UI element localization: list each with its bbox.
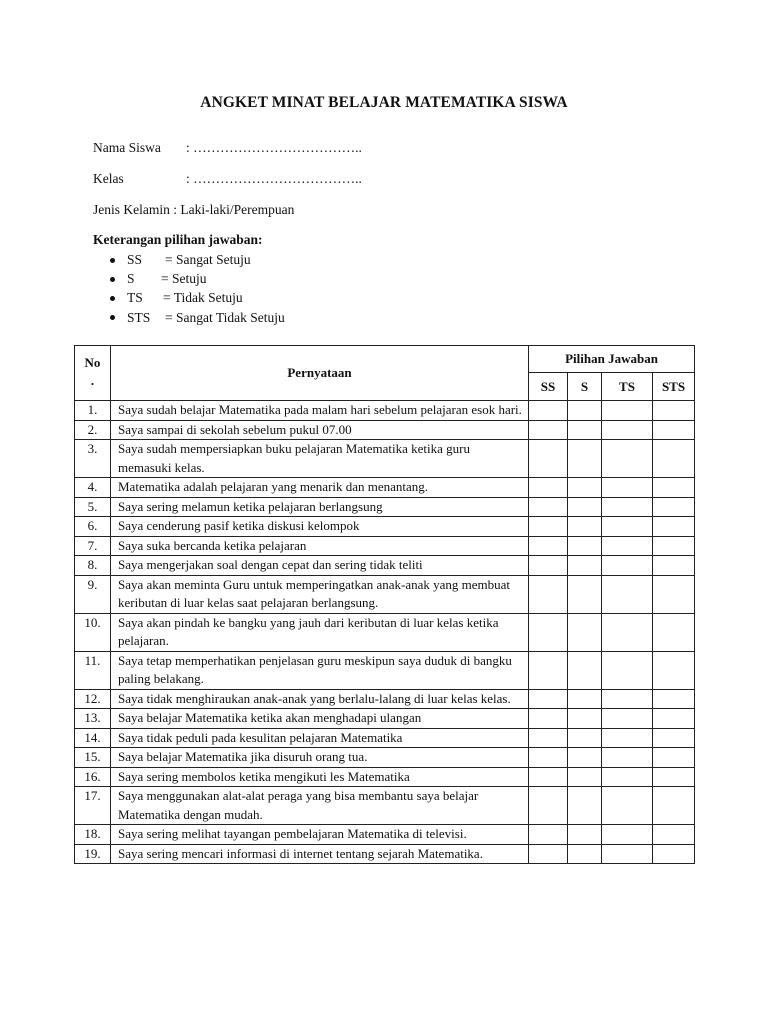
answer-cell-sts[interactable] — [653, 825, 695, 845]
answer-cell-ts[interactable] — [602, 556, 653, 576]
row-number: 13. — [75, 709, 111, 729]
answer-cell-ts[interactable] — [602, 440, 653, 478]
bullet-icon — [110, 277, 115, 282]
row-statement: Saya sering melihat tayangan pembelajaran Matematika di televisi. — [111, 825, 529, 845]
table-row — [75, 825, 695, 845]
legend-meaning: = Sangat Setuju — [165, 252, 251, 267]
answer-cell-sts[interactable] — [653, 613, 695, 651]
legend-meaning: = Setuju — [161, 271, 207, 287]
table-row — [75, 728, 695, 748]
kelas-value[interactable]: : ……………………………….. — [186, 171, 362, 186]
answer-cell-sts[interactable] — [653, 651, 695, 689]
header-no-dot: . — [90, 373, 95, 388]
answer-cell-sts[interactable] — [653, 536, 695, 556]
answer-cell-sts[interactable] — [653, 689, 695, 709]
row-number: 2. — [75, 420, 111, 440]
answer-cell-ss[interactable] — [529, 728, 568, 748]
answer-cell-sts[interactable] — [653, 478, 695, 498]
answer-cell-ss[interactable] — [529, 440, 568, 478]
row-statement: Saya tidak menghiraukan anak-anak yang berlalu-lalang di luar kelas kelas. — [111, 689, 529, 709]
nama-siswa-value[interactable]: : ……………………………….. — [186, 140, 362, 155]
table-row — [75, 767, 695, 787]
header-option-s: S — [568, 373, 602, 401]
answer-cell-ts[interactable] — [602, 575, 653, 613]
row-statement: Saya akan pindah ke bangku yang jauh dari keributan di luar kelas ketika pelajaran. — [111, 613, 529, 651]
table-row — [75, 709, 695, 729]
table-row — [75, 689, 695, 709]
answer-cell-s[interactable] — [568, 517, 602, 537]
answer-cell-ts[interactable] — [602, 787, 653, 825]
table-row — [75, 651, 695, 689]
bullet-icon — [110, 258, 115, 263]
row-statement: Saya belajar Matematika jika disuruh orang tua. — [111, 748, 529, 768]
answer-cell-s[interactable] — [568, 497, 602, 517]
answer-cell-s[interactable] — [568, 478, 602, 498]
answer-cell-s[interactable] — [568, 787, 602, 825]
answer-cell-s[interactable] — [568, 420, 602, 440]
legend-code: STS — [127, 309, 151, 325]
answer-cell-ts[interactable] — [602, 536, 653, 556]
field-jenis-kelamin — [93, 202, 294, 218]
answer-cell-sts[interactable] — [653, 787, 695, 825]
header-statement: Pernyataan — [111, 346, 529, 401]
answer-cell-s[interactable] — [568, 709, 602, 729]
answer-cell-ts[interactable] — [602, 689, 653, 709]
row-number: 3. — [75, 440, 111, 478]
row-number: 11. — [75, 651, 111, 689]
row-statement: Matematika adalah pelajaran yang menarik dan menantang. — [111, 478, 529, 498]
answer-cell-ss[interactable] — [529, 401, 568, 421]
row-number: 18. — [75, 825, 111, 845]
survey-rows — [75, 401, 695, 864]
row-number: 7. — [75, 536, 111, 556]
answer-cell-ss[interactable] — [529, 575, 568, 613]
row-number: 4. — [75, 478, 111, 498]
header-answer-group: Pilihan Jawaban — [529, 346, 695, 373]
row-statement: Saya suka bercanda ketika pelajaran — [111, 536, 529, 556]
answer-cell-sts[interactable] — [653, 556, 695, 576]
table-row — [75, 478, 695, 498]
table-row — [75, 556, 695, 576]
row-number: 5. — [75, 497, 111, 517]
answer-cell-ts[interactable] — [602, 517, 653, 537]
field-nama-siswa — [93, 140, 362, 156]
row-statement: Saya sampai di sekolah sebelum pukul 07.00 — [111, 420, 529, 440]
answer-cell-ss[interactable] — [529, 787, 568, 825]
row-number: 9. — [75, 575, 111, 613]
survey-table — [74, 345, 695, 864]
answer-cell-sts[interactable] — [653, 517, 695, 537]
answer-cell-ts[interactable] — [602, 613, 653, 651]
answer-cell-ss[interactable] — [529, 497, 568, 517]
row-statement: Saya akan meminta Guru untuk memperingatkan anak-anak yang membuat keributan di luar kelas saat pelajaran berlangsung. — [111, 575, 529, 613]
answer-cell-ts[interactable] — [602, 651, 653, 689]
legend-code: SS — [127, 252, 143, 267]
table-row — [75, 420, 695, 440]
row-number: 19. — [75, 844, 111, 864]
answer-cell-ss[interactable] — [529, 689, 568, 709]
answer-cell-s[interactable] — [568, 728, 602, 748]
answer-cell-s[interactable] — [568, 575, 602, 613]
row-number: 10. — [75, 613, 111, 651]
answer-cell-sts[interactable] — [653, 440, 695, 478]
row-number: 17. — [75, 787, 111, 825]
answer-cell-s[interactable] — [568, 651, 602, 689]
answer-cell-s[interactable] — [568, 440, 602, 478]
answer-cell-sts[interactable] — [653, 709, 695, 729]
answer-cell-ss[interactable] — [529, 478, 568, 498]
row-statement: Saya menggunakan alat-alat peraga yang bisa membantu saya belajar Matematika dengan mudah. — [111, 787, 529, 825]
answer-cell-ss[interactable] — [529, 420, 568, 440]
answer-cell-sts[interactable] — [653, 748, 695, 768]
table-row — [75, 517, 695, 537]
answer-cell-ss[interactable] — [529, 613, 568, 651]
row-statement: Saya sering mencari informasi di internet tentang sejarah Matematika. — [111, 844, 529, 864]
row-statement: Saya belajar Matematika ketika akan menghadapi ulangan — [111, 709, 529, 729]
row-number: 6. — [75, 517, 111, 537]
row-statement: Saya sering melamun ketika pelajaran berlangsung — [111, 497, 529, 517]
row-number: 15. — [75, 748, 111, 768]
answer-cell-ss[interactable] — [529, 844, 568, 864]
answer-cell-ts[interactable] — [602, 401, 653, 421]
field-kelas — [93, 171, 362, 187]
table-row — [75, 497, 695, 517]
answer-cell-ts[interactable] — [602, 420, 653, 440]
answer-cell-ss[interactable] — [529, 536, 568, 556]
answer-cell-s[interactable] — [568, 825, 602, 845]
table-row — [75, 613, 695, 651]
answer-cell-s[interactable] — [568, 556, 602, 576]
table-row — [75, 787, 695, 825]
row-statement: Saya tidak peduli pada kesulitan pelajaran Matematika — [111, 728, 529, 748]
answer-cell-ss[interactable] — [529, 651, 568, 689]
row-statement: Saya tetap memperhatikan penjelasan guru meskipun saya duduk di bangku paling belakang. — [111, 651, 529, 689]
legend-meaning: = Sangat Tidak Setuju — [165, 309, 285, 325]
answer-cell-sts[interactable] — [653, 575, 695, 613]
legend-title: Keterangan pilihan jawaban: — [93, 232, 263, 247]
row-number: 1. — [75, 401, 111, 421]
header-no-label: No — [84, 355, 101, 370]
answer-cell-s[interactable] — [568, 844, 602, 864]
answer-cell-ts[interactable] — [602, 497, 653, 517]
answer-cell-ts[interactable] — [602, 825, 653, 845]
row-statement: Saya sudah belajar Matematika pada malam hari sebelum pelajaran esok hari. — [111, 401, 529, 421]
legend-code: S — [127, 271, 135, 287]
table-row — [75, 536, 695, 556]
header-option-ss: SS — [529, 373, 568, 401]
answer-cell-ss[interactable] — [529, 825, 568, 845]
row-number: 8. — [75, 556, 111, 576]
table-row — [75, 575, 695, 613]
answer-cell-ts[interactable] — [602, 748, 653, 768]
row-number: 12. — [75, 689, 111, 709]
answer-cell-s[interactable] — [568, 401, 602, 421]
row-number: 16. — [75, 767, 111, 787]
answer-cell-s[interactable] — [568, 767, 602, 787]
answer-cell-s[interactable] — [568, 748, 602, 768]
header-option-sts: STS — [653, 373, 695, 401]
page-title: ANGKET MINAT BELAJAR MATEMATIKA SISWA — [200, 94, 568, 111]
row-statement: Saya mengerjakan soal dengan cepat dan sering tidak teliti — [111, 556, 529, 576]
answer-cell-ts[interactable] — [602, 478, 653, 498]
table-row — [75, 748, 695, 768]
answer-cell-sts[interactable] — [653, 767, 695, 787]
bullet-icon — [110, 315, 115, 320]
row-statement: Saya sudah mempersiapkan buku pelajaran Matematika ketika guru memasuki kelas. — [111, 440, 529, 478]
answer-cell-sts[interactable] — [653, 401, 695, 421]
table-row — [75, 401, 695, 421]
answer-cell-s[interactable] — [568, 613, 602, 651]
answer-cell-ts[interactable] — [602, 767, 653, 787]
header-no — [75, 346, 111, 401]
answer-cell-s[interactable] — [568, 689, 602, 709]
answer-cell-ss[interactable] — [529, 709, 568, 729]
table-row — [75, 440, 695, 478]
answer-cell-sts[interactable] — [653, 497, 695, 517]
answer-cell-s[interactable] — [568, 536, 602, 556]
kelas-label: Kelas — [93, 171, 124, 186]
answer-cell-ts[interactable] — [602, 844, 653, 864]
table-row — [75, 844, 695, 864]
answer-cell-ss[interactable] — [529, 517, 568, 537]
row-statement: Saya sering membolos ketika mengikuti les Matematika — [111, 767, 529, 787]
bullet-icon — [110, 296, 115, 301]
row-statement: Saya cenderung pasif ketika diskusi kelompok — [111, 517, 529, 537]
jenis-kelamin-label: Jenis Kelamin — [93, 202, 170, 217]
answer-cell-ts[interactable] — [602, 728, 653, 748]
answer-cell-ss[interactable] — [529, 556, 568, 576]
legend-code: TS — [127, 290, 143, 306]
nama-siswa-label: Nama Siswa — [93, 140, 161, 155]
header-option-ts: TS — [602, 373, 653, 401]
answer-cell-ss[interactable] — [529, 767, 568, 787]
answer-cell-ts[interactable] — [602, 709, 653, 729]
row-number: 14. — [75, 728, 111, 748]
answer-cell-ss[interactable] — [529, 748, 568, 768]
legend-meaning: = Tidak Setuju — [163, 290, 243, 306]
answer-cell-sts[interactable] — [653, 844, 695, 864]
answer-cell-sts[interactable] — [653, 420, 695, 440]
jenis-kelamin-value[interactable]: : Laki-laki/Perempuan — [173, 202, 295, 217]
answer-cell-sts[interactable] — [653, 728, 695, 748]
